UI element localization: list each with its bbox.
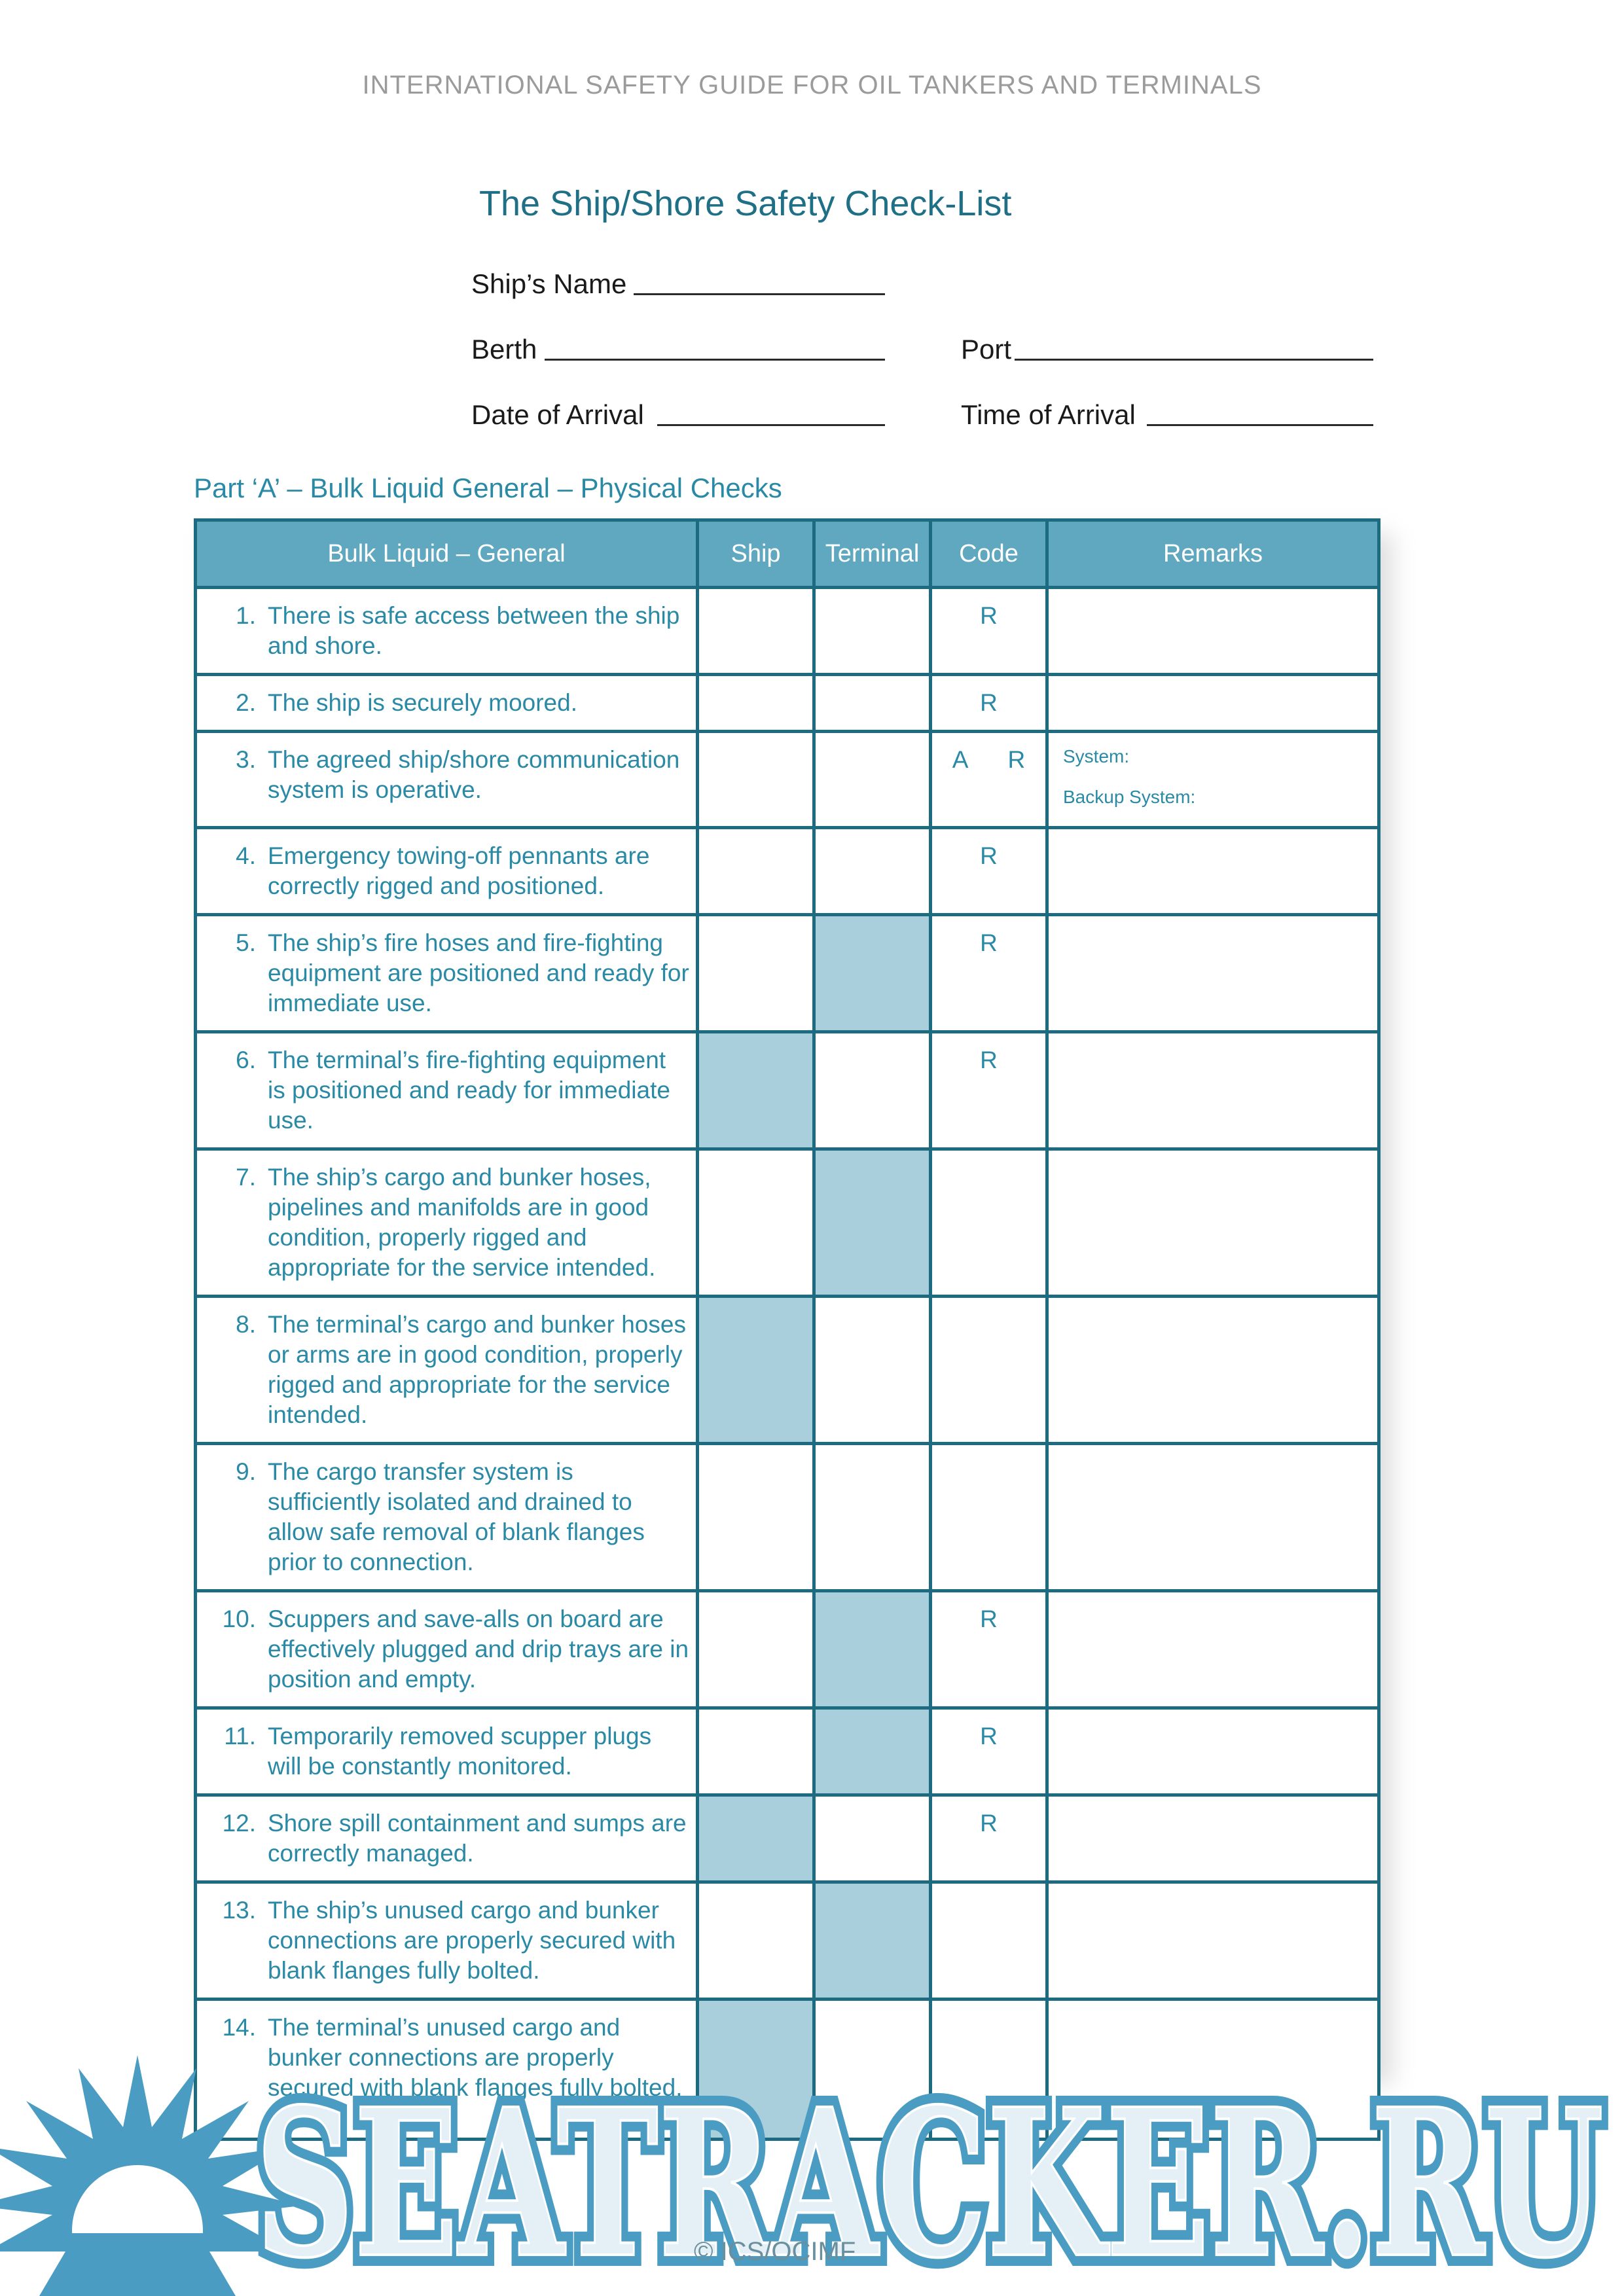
- remarks-cell[interactable]: [1047, 1032, 1379, 1149]
- remarks-backup-system-label: Backup System:: [1063, 787, 1196, 807]
- remarks-cell[interactable]: [1047, 915, 1379, 1032]
- checklist-item: [196, 732, 698, 828]
- terminal-check-cell: [814, 1708, 931, 1795]
- remarks-cell[interactable]: [1047, 1591, 1379, 1708]
- terminal-check-cell[interactable]: [814, 1297, 931, 1444]
- terminal-check-cell[interactable]: [814, 1444, 931, 1591]
- ship-check-cell: [698, 1032, 814, 1149]
- remarks-cell[interactable]: [1047, 1795, 1379, 1882]
- table-row: [196, 1882, 1379, 2000]
- table-row: [196, 1444, 1379, 1591]
- code-cell: [931, 1708, 1047, 1795]
- table-row: [196, 588, 1379, 675]
- code-cell: [931, 915, 1047, 1032]
- item-text: The ship’s cargo and bunker hoses, pipelines and manifolds are in good condition, properly rigged and appropriate for the service intended.: [268, 1164, 656, 1281]
- code-value: R: [980, 689, 998, 716]
- remarks-cell[interactable]: [1047, 1708, 1379, 1795]
- ship-check-cell: [698, 1297, 814, 1444]
- berth-label: Berth: [471, 334, 537, 365]
- checklist-item: [196, 675, 698, 732]
- terminal-check-cell[interactable]: [814, 1795, 931, 1882]
- code-a: A: [952, 746, 969, 773]
- item-text: Emergency towing-off pennants are correctly rigged and positioned.: [268, 842, 650, 899]
- item-number: 10.: [222, 1605, 256, 1632]
- column-header-remarks: Remarks: [1047, 520, 1379, 588]
- code-cell: [931, 1882, 1047, 2000]
- checklist-item: [196, 915, 698, 1032]
- item-text: Scuppers and save-alls on board are effectively plugged and drip trays are in position and empty.: [268, 1605, 689, 1693]
- terminal-check-cell[interactable]: [814, 588, 931, 675]
- item-number: 12.: [222, 1810, 256, 1837]
- terminal-check-cell[interactable]: [814, 828, 931, 915]
- remarks-cell[interactable]: [1047, 732, 1379, 828]
- item-text: The agreed ship/shore communication system is operative.: [268, 746, 680, 803]
- table-row: [196, 1297, 1379, 1444]
- table-row: [196, 915, 1379, 1032]
- item-text: The terminal’s unused cargo and bunker connections are properly secured with blank flanges fully bolted.: [268, 2014, 683, 2101]
- ships-name-label: Ship’s Name: [471, 268, 627, 299]
- checklist-item: [196, 1795, 698, 1882]
- code-cell: [931, 1032, 1047, 1149]
- checklist-table: [194, 518, 1380, 2141]
- table-row: [196, 1149, 1379, 1297]
- table-row: [196, 828, 1379, 915]
- item-text: Temporarily removed scupper plugs will be constantly monitored.: [268, 1723, 652, 1780]
- item-number: 8.: [236, 1311, 256, 1338]
- column-header-code: Code: [931, 520, 1047, 588]
- item-text: The ship’s unused cargo and bunker connections are properly secured with blank flanges fully bolted.: [268, 1897, 676, 1984]
- code-cell: [931, 1297, 1047, 1444]
- code-cell: [931, 675, 1047, 732]
- remarks-cell[interactable]: [1047, 1297, 1379, 1444]
- column-header-item: Bulk Liquid – General: [196, 520, 698, 588]
- running-header: INTERNATIONAL SAFETY GUIDE FOR OIL TANKERS AND TERMINALS: [362, 71, 1262, 99]
- table-row: [196, 732, 1379, 828]
- code-cell: [931, 1591, 1047, 1708]
- item-text: Shore spill containment and sumps are correctly managed.: [268, 1810, 687, 1867]
- copyright: © ICS/OCIMF: [694, 2237, 856, 2266]
- date-of-arrival-field[interactable]: [657, 424, 885, 426]
- ship-check-cell[interactable]: [698, 915, 814, 1032]
- item-number: 4.: [236, 842, 256, 869]
- ship-check-cell: [698, 1795, 814, 1882]
- column-header-terminal: Terminal: [814, 520, 931, 588]
- checklist-item: [196, 1591, 698, 1708]
- remarks-cell[interactable]: [1047, 1149, 1379, 1297]
- terminal-check-cell: [814, 1882, 931, 2000]
- code-value: R: [980, 842, 998, 869]
- code-value: R: [980, 1047, 998, 1073]
- table-row: [196, 1591, 1379, 1708]
- code-r: R: [1007, 746, 1026, 773]
- terminal-check-cell: [814, 1591, 931, 1708]
- terminal-check-cell: [814, 915, 931, 1032]
- time-of-arrival-field[interactable]: [1147, 424, 1373, 426]
- checklist-item: [196, 1708, 698, 1795]
- ship-check-cell[interactable]: [698, 1149, 814, 1297]
- checklist-item: [196, 1149, 698, 1297]
- column-header-ship: Ship: [698, 520, 814, 588]
- item-text: The ship’s fire hoses and fire-fighting equipment are positioned and ready for immediate use.: [268, 929, 689, 1016]
- code-value: R: [980, 1723, 998, 1749]
- code-cell: [931, 1149, 1047, 1297]
- item-number: 9.: [236, 1458, 256, 1485]
- date-of-arrival-label: Date of Arrival: [471, 399, 644, 430]
- item-number: 2.: [236, 689, 256, 716]
- checklist-item: [196, 588, 698, 675]
- code-value: R: [980, 602, 998, 629]
- port-field[interactable]: [1015, 359, 1373, 361]
- code-cell: [931, 1795, 1047, 1882]
- table-row: [196, 675, 1379, 732]
- terminal-check-cell[interactable]: [814, 732, 931, 828]
- item-text: The terminal’s fire-fighting equipment is positioned and ready for immediate use.: [268, 1047, 670, 1134]
- part-a-heading: Part ‘A’ – Bulk Liquid General – Physical Checks: [194, 473, 782, 503]
- item-number: 6.: [236, 1047, 256, 1073]
- watermark-text-inner: SEATRACKER.RU: [255, 2065, 1604, 2296]
- code-cell: [931, 732, 1047, 828]
- terminal-check-cell: [814, 1149, 931, 1297]
- item-number: 1.: [236, 602, 256, 629]
- code-value: R: [980, 1605, 998, 1632]
- table-row: [196, 1032, 1379, 1149]
- watermark-text: SEATRACKER.RU: [255, 2065, 1604, 2296]
- remarks-cell[interactable]: [1047, 675, 1379, 732]
- port-label: Port: [961, 334, 1012, 365]
- remarks-cell[interactable]: [1047, 1882, 1379, 2000]
- checklist-item: [196, 828, 698, 915]
- table-row: [196, 1708, 1379, 1795]
- ship-check-cell[interactable]: [698, 1591, 814, 1708]
- ship-check-cell[interactable]: [698, 588, 814, 675]
- item-text: The terminal’s cargo and bunker hoses or arms are in good condition, properly rigged and appropriate for the service intended.: [268, 1311, 686, 1428]
- ship-check-cell[interactable]: [698, 1444, 814, 1591]
- code-cell: [931, 828, 1047, 915]
- table-row: [196, 1795, 1379, 1882]
- ship-check-cell[interactable]: [698, 828, 814, 915]
- checklist-item: [196, 1882, 698, 2000]
- item-text: There is safe access between the ship and shore.: [268, 602, 680, 659]
- code-cell: [931, 1444, 1047, 1591]
- code-value: R: [980, 1810, 998, 1837]
- remarks-cell[interactable]: [1047, 588, 1379, 675]
- terminal-check-cell[interactable]: [814, 675, 931, 732]
- item-number: 14.: [222, 2014, 256, 2041]
- item-number: 7.: [236, 1164, 256, 1191]
- remarks-system-label: System:: [1063, 746, 1130, 766]
- checklist-item: [196, 1444, 698, 1591]
- ship-check-cell[interactable]: [698, 1882, 814, 2000]
- ships-name-field[interactable]: [634, 293, 885, 295]
- item-number: 11.: [224, 1723, 256, 1749]
- terminal-check-cell[interactable]: [814, 1032, 931, 1149]
- ship-check-cell[interactable]: [698, 732, 814, 828]
- ship-check-cell[interactable]: [698, 675, 814, 732]
- form-title: The Ship/Shore Safety Check-List: [479, 184, 1012, 223]
- table-header-row: [196, 520, 1379, 588]
- item-text: The ship is securely moored.: [268, 689, 577, 716]
- checklist-item: [196, 1032, 698, 1149]
- checklist-item: [196, 1297, 698, 1444]
- berth-field[interactable]: [545, 359, 885, 361]
- remarks-cell[interactable]: [1047, 828, 1379, 915]
- code-cell: [931, 588, 1047, 675]
- item-text: The cargo transfer system is sufficiently isolated and drained to allow safe removal of blank flanges prior to connection.: [268, 1458, 645, 1575]
- remarks-cell[interactable]: [1047, 1444, 1379, 1591]
- item-number: 5.: [236, 929, 256, 956]
- time-of-arrival-label: Time of Arrival: [961, 399, 1136, 430]
- ship-check-cell[interactable]: [698, 1708, 814, 1795]
- item-number: 3.: [236, 746, 256, 773]
- code-value: R: [980, 929, 998, 956]
- item-number: 13.: [222, 1897, 256, 1924]
